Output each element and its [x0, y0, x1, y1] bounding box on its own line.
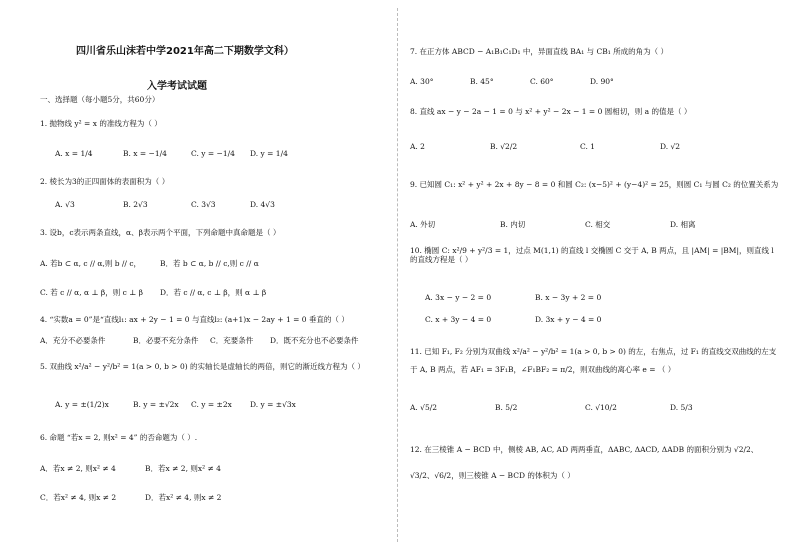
question-11-option-c: C. √10/2: [585, 403, 617, 412]
question-10-option-a: A. 3x − y − 2 = 0: [425, 293, 492, 302]
question-2-option-c: C. 3√3: [191, 200, 216, 209]
question-2-stem: 2. 棱长为3的正四面体的表面积为（ ）: [40, 177, 170, 186]
question-10-stem: 10. 椭圆 C: x²/9 + y²/3 = 1，过点 M(1,1) 的直线 l 交椭圆 C 交于 A, B 两点，且 |AM| = |BM|，则直线 l 的直线方程是（ ）: [410, 246, 774, 264]
question-11-option-b: B. 5/2: [495, 403, 518, 412]
question-4-option-b: B．必要不充分条件: [133, 336, 199, 345]
question-3-option-c: C. 若 c // α, α ⊥ β，则 c ⊥ β: [40, 288, 143, 297]
question-9-option-b: B. 内切: [500, 220, 526, 229]
question-1-option-b: B. x = −1/4: [123, 149, 167, 158]
question-3-stem: 3. 设b，c表示两条直线，α、β表示两个平面，下列命题中真命题是（ ）: [40, 228, 281, 237]
question-5-option-a: A. y = ±(1/2)x: [55, 400, 109, 409]
question-9-stem: 9. 已知圆 C₁: x² + y² + 2x + 8y − 8 = 0 和圆 C₂: (x−5)² + (y−4)² = 25，则圆 C₁ 与圆 C₂ 的位置关系为: [410, 180, 779, 189]
question-5-stem: 5. 双曲线 x²/a² − y²/b² = 1(a > 0, b > 0) 的实轴长是虚轴长的两倍，则它的渐近线方程为（ ）: [40, 362, 365, 371]
question-8-option-a: A. 2: [410, 142, 425, 151]
question-11-stem: 11. 已知 F₁, F₂ 分别为双曲线 x²/a² − y²/b² = 1(a > 0, b > 0) 的左，右焦点，过 F₁ 的直线交双曲线的左支于 A, B 两点，若 AF₁ = 3F₁B，∠F₁BF₂ = π/2，则双曲线的离心率 e = （ ）: [410, 347, 777, 374]
question-1-option-a: A. x = 1/4: [55, 149, 93, 158]
question-4-stem: 4. “实数a = 0”是“直线l₁: ax + 2y − 1 = 0 与直线l₂: (a+1)x − 2ay + 1 = 0 垂直的（ ）: [40, 315, 349, 324]
question-6-option-d: D．若x² ≠ 4, 则x ≠ 2: [145, 493, 222, 502]
question-7-option-c: C. 60°: [530, 77, 554, 86]
question-9-option-a: A. 外切: [410, 220, 436, 229]
question-8-option-c: C. 1: [580, 142, 596, 151]
question-3-option-d: D．若 c // α, c ⊥ β，则 α ⊥ β: [160, 288, 267, 297]
question-1-stem: 1. 抛物线 y² = x 的准线方程为（ ）: [40, 119, 162, 128]
question-10-option-b: B. x − 3y + 2 = 0: [535, 293, 602, 302]
page-subtitle: 入学考试试题: [147, 81, 207, 92]
question-9-option-d: D. 相离: [670, 220, 696, 229]
question-4-option-a: A．充分不必要条件: [40, 336, 106, 345]
question-2-option-d: D. 4√3: [250, 200, 275, 209]
question-8-stem: 8. 直线 ax − y − 2a − 1 = 0 与 x² + y² − 2x − 1 = 0 圆相切，则 a 的值是（ ）: [410, 107, 692, 116]
page-title: 四川省乐山沫若中学2021年高二下期数学文科）: [76, 46, 294, 57]
question-1-option-c: C. y = −1/4: [191, 149, 235, 158]
question-3-option-a: A. 若b ⊂ α, c // α,则 b // c，: [40, 259, 142, 268]
question-4-option-d: D．既不充分也不必要条件: [270, 336, 359, 345]
question-7-option-b: B. 45°: [470, 77, 494, 86]
question-11-option-d: D. 5/3: [670, 403, 693, 412]
question-7-option-a: A. 30°: [410, 77, 434, 86]
question-8-option-b: B. √2/2: [490, 142, 518, 151]
question-5-option-d: D. y = ±√3x: [250, 400, 296, 409]
question-11-option-a: A. √5/2: [410, 403, 438, 412]
question-3-option-b: B．若 b ⊂ α, b // c,则 c // α: [160, 259, 259, 268]
question-2-option-b: B. 2√3: [123, 200, 148, 209]
question-1-option-d: D. y = 1/4: [250, 149, 288, 158]
question-2-option-a: A. √3: [55, 200, 75, 209]
question-10-option-c: C. x + 3y − 4 = 0: [425, 315, 492, 324]
question-6-option-c: C．若x² ≠ 4, 则x ≠ 2: [40, 493, 117, 502]
section-heading: 一、选择题（每小题5分，共60分）: [40, 95, 160, 104]
question-6-stem: 6. 命题 “若x = 2, 则x² = 4” 的否命题为（ ）.: [40, 433, 198, 442]
right-column: [397, 0, 794, 550]
question-5-option-b: B. y = ±√2x: [133, 400, 179, 409]
question-10-option-d: D. 3x + y − 4 = 0: [535, 315, 602, 324]
question-4-option-c: C．充要条件: [210, 336, 254, 345]
question-8-option-d: D. √2: [660, 142, 681, 151]
question-7-option-d: D. 90°: [590, 77, 614, 86]
question-6-option-b: B．若x ≠ 2, 则x² ≠ 4: [145, 464, 221, 473]
question-9-option-c: C. 相交: [585, 220, 611, 229]
question-5-option-c: C. y = ±2x: [191, 400, 232, 409]
question-12-stem: 12. 在三棱锥 A − BCD 中，侧棱 AB, AC, AD 两两垂直，ΔABC, ΔACD, ΔADB 的面积分别为 √2/2、√3/2、√6/2，则三棱锥 A − BCD 的体积为（ ）: [410, 445, 759, 480]
question-6-option-a: A．若x ≠ 2, 则x² ≠ 4: [40, 464, 116, 473]
question-7-stem: 7. 在正方体 ABCD − A₁B₁C₁D₁ 中，异面直线 BA₁ 与 CB₁ 所成的角为（ ）: [410, 47, 668, 56]
